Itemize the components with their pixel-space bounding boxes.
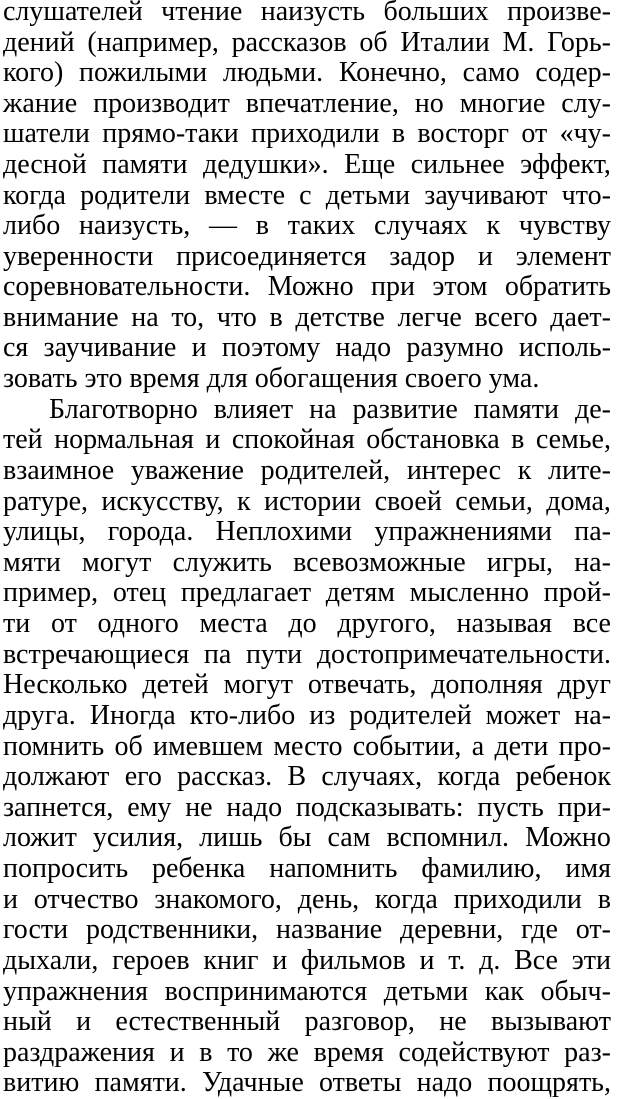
word: сильнее xyxy=(410,149,505,180)
word: — xyxy=(208,210,237,241)
word: запнется, xyxy=(3,792,114,823)
word: наизусть, xyxy=(78,210,191,241)
word: кого) xyxy=(3,57,64,88)
word: когда xyxy=(374,884,438,915)
word: улицы, xyxy=(3,516,86,547)
word: слу- xyxy=(561,88,611,119)
word: могут xyxy=(81,547,152,578)
word: должают xyxy=(3,761,110,792)
word: обратить xyxy=(504,271,611,302)
word: день, xyxy=(297,884,360,915)
text-line xyxy=(3,945,611,977)
word: па- xyxy=(574,516,611,547)
word: игры, xyxy=(486,547,554,578)
word: на- xyxy=(574,547,611,578)
word: усилия, xyxy=(92,822,184,853)
text-line xyxy=(3,271,611,303)
word: влияет xyxy=(213,394,294,425)
word: уверенности xyxy=(3,241,154,272)
word: эффект, xyxy=(520,149,611,180)
text-line xyxy=(3,700,611,732)
word: имевшем xyxy=(152,731,264,762)
text-line xyxy=(3,547,611,579)
word: отвечать, xyxy=(307,669,417,700)
word: обогащения xyxy=(254,363,398,394)
word: заучивание xyxy=(43,332,177,363)
text-line xyxy=(3,241,611,273)
word: и xyxy=(169,1037,185,1068)
word: это xyxy=(84,363,123,394)
word: витию xyxy=(3,1067,80,1098)
word: естественный xyxy=(115,1006,281,1037)
word: дедушки». xyxy=(202,149,329,180)
word: время xyxy=(313,1037,384,1068)
word: для xyxy=(206,363,248,394)
word: что xyxy=(216,302,257,333)
word: и xyxy=(191,332,207,363)
word: от xyxy=(50,608,77,639)
word: Можно xyxy=(525,822,611,853)
text-line xyxy=(3,914,611,946)
word: производит xyxy=(93,88,230,119)
word: что- xyxy=(561,180,611,211)
word: Все xyxy=(514,945,558,976)
word: пусть xyxy=(477,792,544,823)
word: время xyxy=(129,363,200,394)
word: в xyxy=(511,424,525,455)
text-line xyxy=(3,822,611,854)
text-line xyxy=(3,792,611,824)
word: и xyxy=(477,241,493,272)
word: раз- xyxy=(564,1037,611,1068)
word: на xyxy=(131,302,159,333)
word: слушателей xyxy=(3,0,143,27)
text-line xyxy=(3,639,611,671)
word: прой- xyxy=(543,577,611,608)
word: раздражения xyxy=(3,1037,155,1068)
word: другого, xyxy=(337,608,436,639)
word: дыхали, xyxy=(3,945,99,976)
word: не xyxy=(185,792,213,823)
word: мысленно xyxy=(409,577,529,608)
word: истории xyxy=(263,486,362,517)
word: случаях xyxy=(374,210,468,241)
word: то, xyxy=(171,302,205,333)
word: Несколько xyxy=(3,669,128,700)
word: чувству xyxy=(518,210,611,241)
word: памяти. xyxy=(94,1067,187,1098)
word: детстве xyxy=(295,302,385,333)
word: ему xyxy=(127,792,172,823)
word: присоединяется xyxy=(176,241,367,272)
word: нормальная xyxy=(54,424,194,455)
text-line xyxy=(3,424,611,456)
word: и xyxy=(272,945,288,976)
word: интерес xyxy=(406,455,501,486)
word: деревни, xyxy=(400,914,504,945)
text-line xyxy=(3,332,611,364)
word: пути xyxy=(245,639,303,670)
word: эти xyxy=(571,945,611,976)
text-line xyxy=(3,761,611,793)
word: помнить xyxy=(3,731,105,762)
word: ребенок xyxy=(515,761,611,792)
text-line xyxy=(3,180,611,212)
text-line xyxy=(3,27,611,59)
word: восторг xyxy=(417,118,509,149)
word: вместе xyxy=(204,180,285,211)
word: обыч- xyxy=(540,976,611,1007)
word: поэтому xyxy=(221,332,321,363)
word: чтение xyxy=(161,0,243,27)
word: исполь- xyxy=(518,332,611,363)
word: фамилию, xyxy=(421,853,542,884)
word: семье, xyxy=(535,424,611,455)
word: развитие xyxy=(352,394,458,425)
word: произве- xyxy=(507,0,611,27)
word: имя xyxy=(565,853,611,884)
word: служить xyxy=(172,547,272,578)
word: этом xyxy=(432,271,488,302)
word: об xyxy=(114,731,143,762)
word: детей xyxy=(142,669,209,700)
word: Конечно, xyxy=(338,57,447,88)
text-line xyxy=(3,976,611,1008)
text-line xyxy=(3,486,611,518)
word: ума. xyxy=(488,363,540,394)
word: дений xyxy=(3,27,75,58)
word: само xyxy=(462,57,520,88)
word: дома, xyxy=(546,486,611,517)
word: знакомого, xyxy=(154,884,282,915)
word: внимание xyxy=(3,302,119,333)
word: достопримечательности. xyxy=(316,639,611,670)
word: встречающиеся xyxy=(3,639,190,670)
text-line xyxy=(49,394,611,426)
word: разумно xyxy=(406,332,504,363)
text-line xyxy=(3,118,611,150)
word: д. xyxy=(479,945,501,976)
word: от- xyxy=(575,914,611,945)
word: воспринимаются xyxy=(164,976,368,1007)
word: Можно xyxy=(267,271,354,302)
word: и xyxy=(76,1006,92,1037)
word: друга. xyxy=(3,700,76,731)
word: Италии xyxy=(400,27,490,58)
word: лишь xyxy=(199,822,263,853)
word: памяти xyxy=(102,149,188,180)
text-line xyxy=(3,149,611,181)
word: случаях, xyxy=(321,761,423,792)
text-line xyxy=(3,302,611,334)
word: надо xyxy=(226,792,283,823)
word: таких xyxy=(287,210,356,241)
word: сам xyxy=(327,822,371,853)
word: когда xyxy=(437,761,501,792)
text-line xyxy=(3,884,611,916)
word: название xyxy=(276,914,383,945)
word: и xyxy=(419,945,435,976)
word: разговор, xyxy=(304,1006,415,1037)
word: жание xyxy=(3,88,78,119)
word: города. xyxy=(107,516,194,547)
word: спокойная xyxy=(231,424,355,455)
word: ный xyxy=(3,1006,52,1037)
word: ответы xyxy=(319,1067,402,1098)
word: легче xyxy=(397,302,462,333)
word: об xyxy=(359,27,388,58)
word: пример, xyxy=(3,577,99,608)
word: пожилыми xyxy=(79,57,208,88)
word: с xyxy=(299,180,312,211)
word: как xyxy=(484,976,524,1007)
word: зовать xyxy=(3,363,78,394)
word: на- xyxy=(574,700,611,731)
word: кто-либо xyxy=(189,700,296,731)
word: приходили xyxy=(251,118,380,149)
word: искусству, xyxy=(101,486,224,517)
word: и xyxy=(205,424,221,455)
word: прямо-таки xyxy=(102,118,239,149)
word: про- xyxy=(558,731,611,762)
text-line xyxy=(3,669,611,701)
text-line xyxy=(3,0,611,28)
word: не xyxy=(439,1006,467,1037)
word: вызывают xyxy=(490,1006,611,1037)
word: семьи, xyxy=(455,486,533,517)
word: отец xyxy=(112,577,167,608)
word: М. xyxy=(502,27,535,58)
word: шатели xyxy=(3,118,90,149)
word: обстановка xyxy=(366,424,500,455)
word: бы xyxy=(278,822,312,853)
word: в xyxy=(255,210,269,241)
word: из xyxy=(309,700,336,731)
word: больших xyxy=(383,0,489,27)
text-line xyxy=(3,1037,611,1069)
word: в xyxy=(269,302,283,333)
word: элемент xyxy=(515,241,611,272)
word: к xyxy=(517,455,532,486)
word: но xyxy=(414,88,444,119)
word: родственники, xyxy=(86,914,259,945)
word: все xyxy=(572,608,611,639)
text-line xyxy=(3,455,611,487)
word: попросить xyxy=(3,853,129,884)
word: родители xyxy=(80,180,191,211)
word: мяти xyxy=(3,547,61,578)
word: В xyxy=(287,761,307,792)
word: детям xyxy=(325,577,395,608)
word: взаимное xyxy=(3,455,115,486)
word: фильмов xyxy=(300,945,406,976)
word: ся xyxy=(3,332,29,363)
word: вспомнил. xyxy=(386,822,510,853)
word: впечатление, xyxy=(245,88,399,119)
text-line xyxy=(3,853,611,885)
word: героев xyxy=(112,945,190,976)
word: упражнения xyxy=(3,976,149,1007)
word: книг xyxy=(203,945,259,976)
word: гости xyxy=(3,914,69,945)
word: надо xyxy=(416,1067,473,1098)
word: упражнениями xyxy=(374,516,553,547)
word: друг xyxy=(557,669,611,700)
word: дает- xyxy=(550,302,611,333)
word: родителей xyxy=(349,700,472,731)
word: в xyxy=(391,118,406,149)
word: Иногда xyxy=(89,700,176,731)
word: ратуре, xyxy=(3,486,88,517)
word: при xyxy=(370,271,415,302)
word: де- xyxy=(574,394,611,425)
word: содер- xyxy=(535,57,611,88)
word: в xyxy=(199,1037,213,1068)
word: одного xyxy=(97,608,179,639)
word: Удачные xyxy=(202,1067,304,1098)
word: и xyxy=(3,884,18,915)
word: то xyxy=(227,1037,253,1068)
word: места xyxy=(199,608,268,639)
word: к xyxy=(486,210,501,241)
word: его xyxy=(124,761,162,792)
word: Неплохими xyxy=(215,516,353,547)
word: отчество xyxy=(33,884,139,915)
word: лите- xyxy=(547,455,611,486)
word: десной xyxy=(3,149,87,180)
word: дополняя xyxy=(431,669,543,700)
word: либо xyxy=(3,210,61,241)
word: когда xyxy=(3,180,66,211)
word: своей xyxy=(374,486,442,517)
word: т. xyxy=(448,945,466,976)
word: родителей, xyxy=(260,455,391,486)
text-line xyxy=(3,608,611,640)
word: заучивают xyxy=(424,180,548,211)
word: ложит xyxy=(3,822,77,853)
word: «чу- xyxy=(559,118,611,149)
word: может xyxy=(485,700,561,731)
word: рассказ. xyxy=(177,761,273,792)
word: многие xyxy=(459,88,546,119)
word: в xyxy=(597,884,611,915)
word: подсказывать: xyxy=(295,792,464,823)
word: напомнить xyxy=(269,853,398,884)
text-line xyxy=(3,210,611,242)
word: при- xyxy=(557,792,611,823)
word: надо xyxy=(335,332,392,363)
word: памяти xyxy=(473,394,560,425)
word: своего xyxy=(404,363,482,394)
word: рассказов xyxy=(231,27,347,58)
text-line xyxy=(3,57,611,89)
word: Еще xyxy=(344,149,396,180)
word: детьми xyxy=(383,976,469,1007)
word: поощрять, xyxy=(487,1067,611,1098)
word: называя xyxy=(456,608,552,639)
word: тей xyxy=(3,424,43,455)
word: задор xyxy=(389,241,455,272)
word: к xyxy=(236,486,251,517)
word: соревновательности. xyxy=(3,271,251,302)
word: дети xyxy=(494,731,549,762)
word: на xyxy=(309,394,337,425)
word: место xyxy=(273,731,343,762)
word: а xyxy=(471,731,485,762)
text-line xyxy=(3,1067,611,1099)
word: приходили xyxy=(453,884,582,915)
word: содействуют xyxy=(398,1037,550,1068)
word: всего xyxy=(474,302,538,333)
word: людьми. xyxy=(222,57,324,88)
word: же xyxy=(267,1037,299,1068)
word: ребенка xyxy=(152,853,246,884)
word: ти xyxy=(3,608,31,639)
word: детьми xyxy=(325,180,411,211)
word: предлагает xyxy=(180,577,312,608)
word: от xyxy=(521,118,548,149)
text-line xyxy=(3,363,611,395)
text-line xyxy=(3,1006,611,1038)
word: событии, xyxy=(352,731,462,762)
word: всевозможные xyxy=(293,547,466,578)
word: уважение xyxy=(130,455,244,486)
word: па xyxy=(203,639,232,670)
word: до xyxy=(288,608,317,639)
word: где xyxy=(521,914,558,945)
text-line xyxy=(3,577,611,609)
word: (например, xyxy=(87,27,219,58)
word: Горь- xyxy=(547,27,611,58)
text-line xyxy=(3,88,611,120)
word: наизусть xyxy=(260,0,366,27)
word: Благотворно xyxy=(49,394,198,425)
word: могут xyxy=(223,669,294,700)
text-line xyxy=(3,516,611,548)
text-line xyxy=(3,731,611,763)
